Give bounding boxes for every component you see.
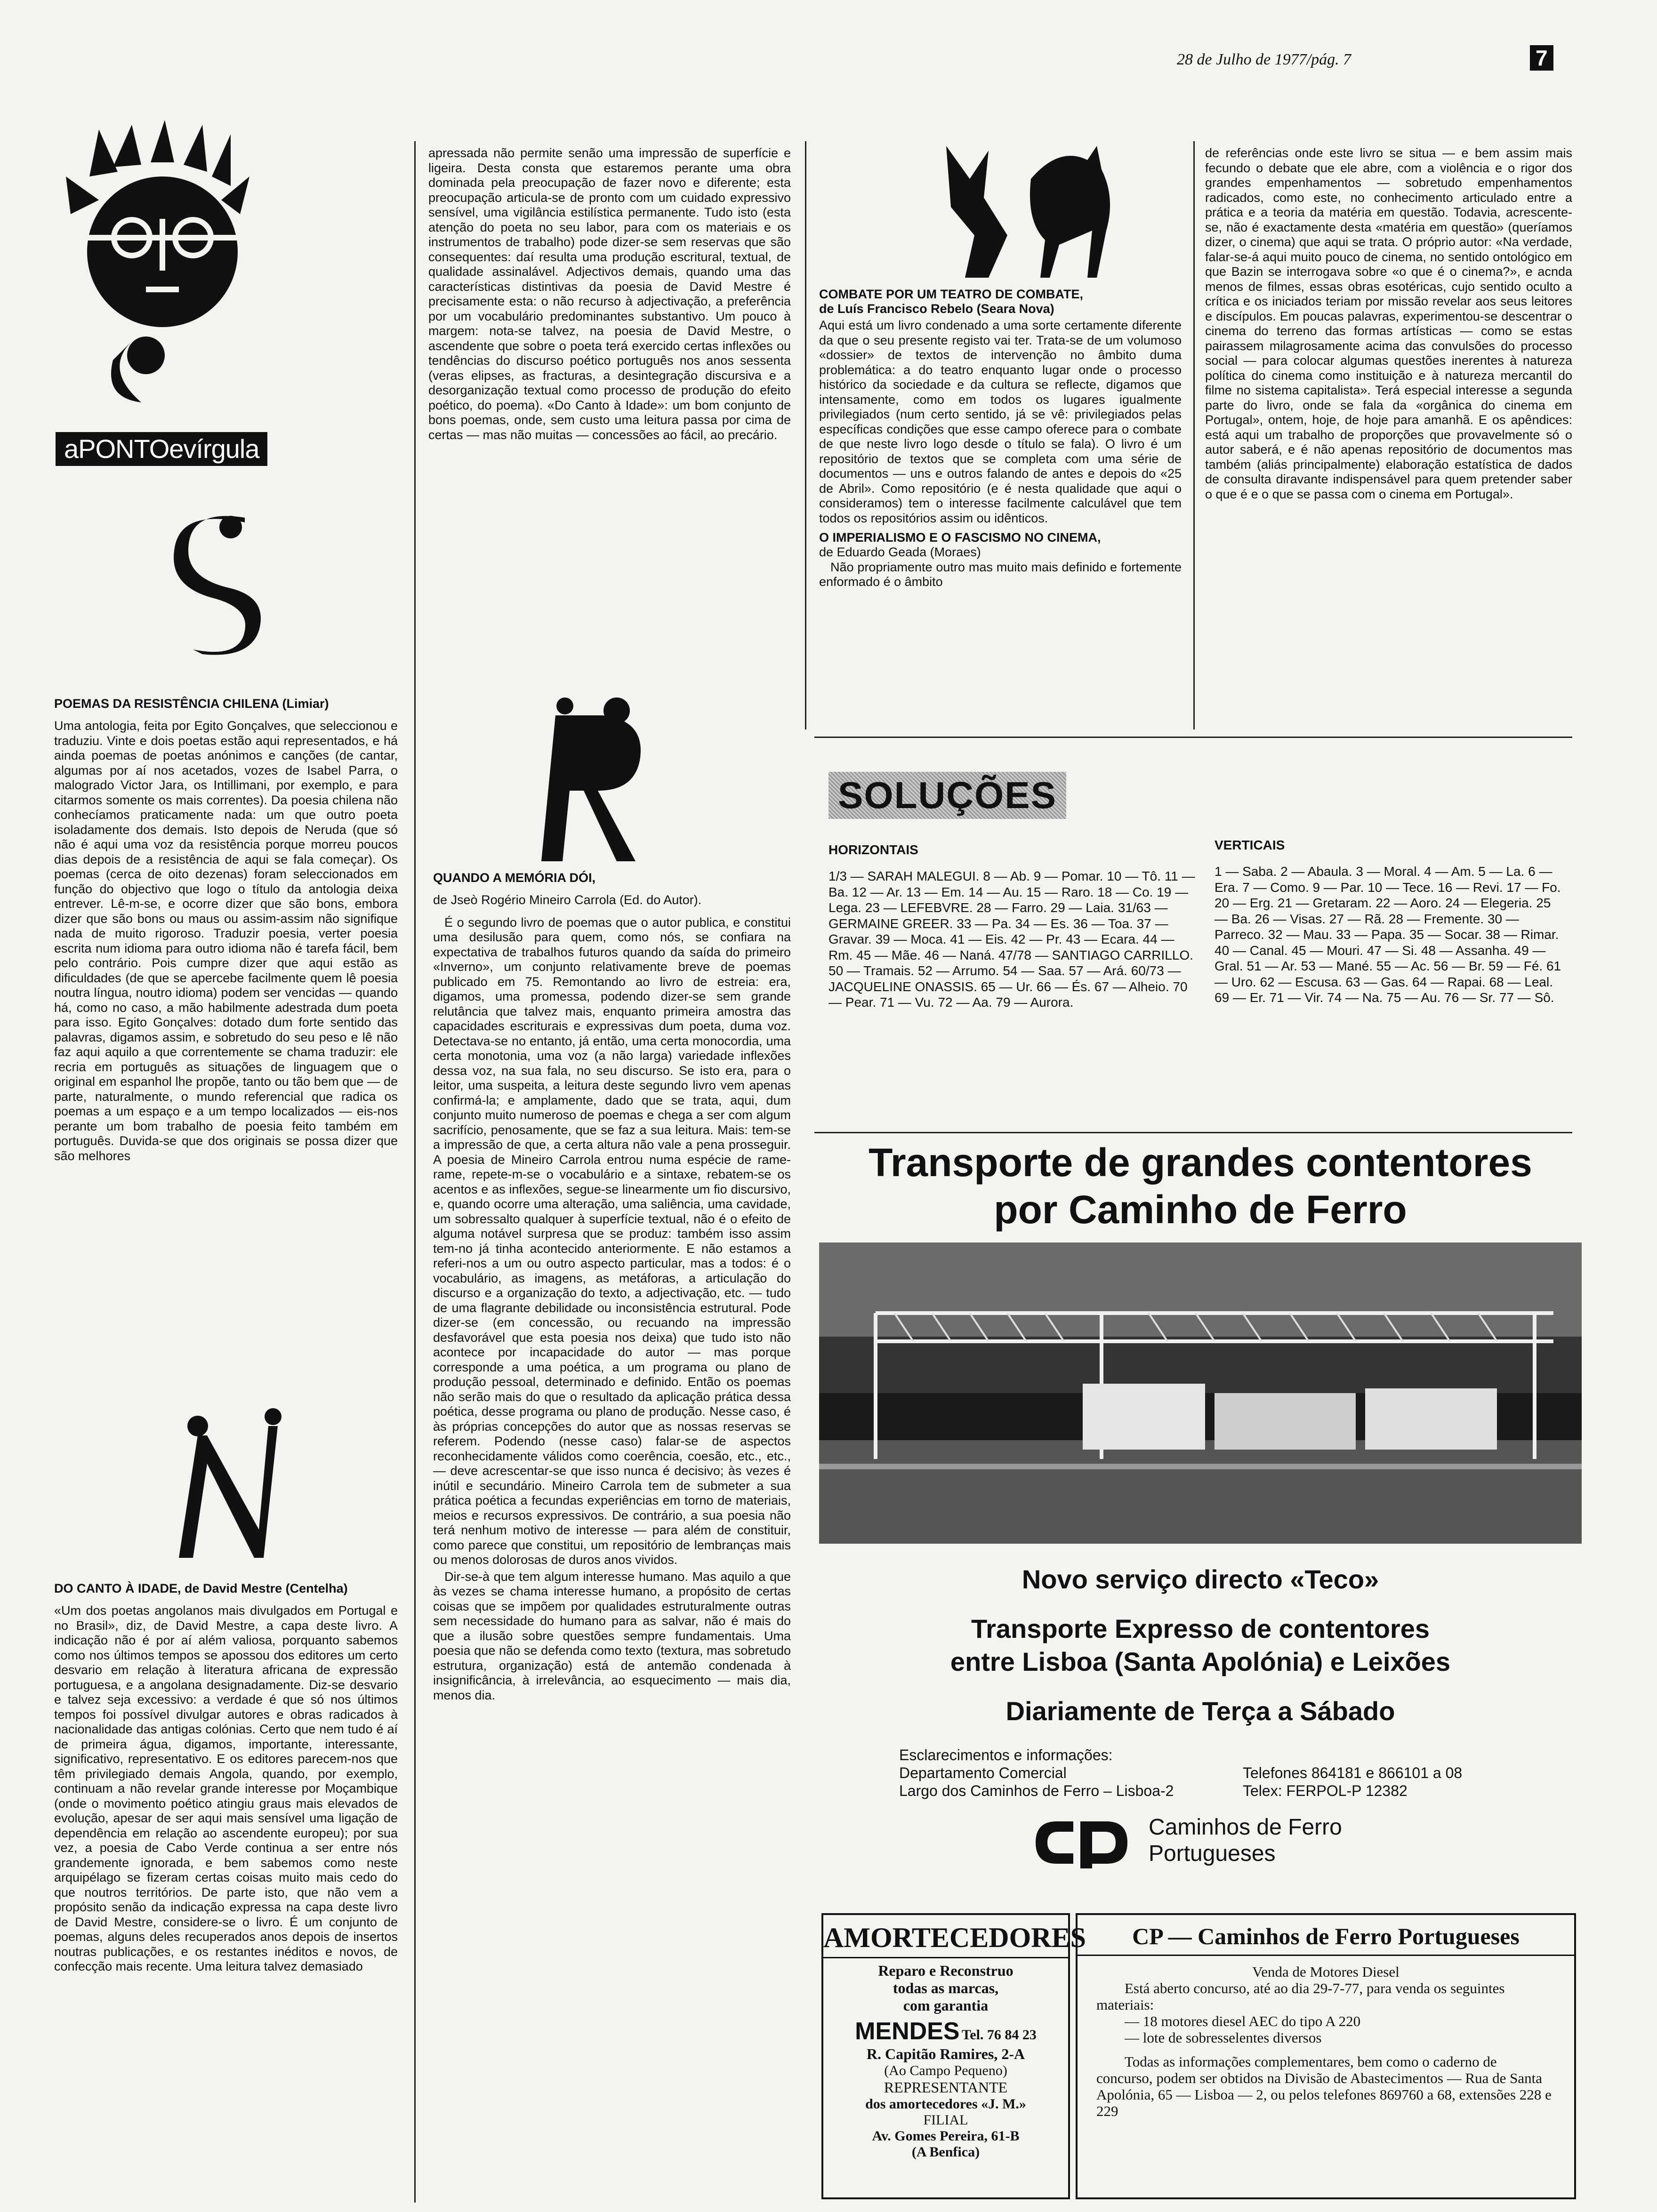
cp-brand-name: [1149, 1814, 1342, 1867]
article-continuation: [1205, 146, 1572, 504]
solucoes-verticais-label: VERTICAIS: [1215, 838, 1285, 852]
article-byline: de Jseò Rogério Mineiro Carrola (Ed. do Autor).: [433, 893, 702, 907]
ad-info-telex: Telex: FERPOL-P 12382: [1243, 1782, 1408, 1799]
ad-amort-title: AMORTECEDORES: [823, 1922, 1068, 1958]
horizontal-rule-ad: [814, 1132, 1572, 1133]
ad-amort-name: MENDES: [855, 2018, 960, 2045]
ad-sub-4: Diariamente de Terça a Sábado: [1005, 1696, 1395, 1726]
horizontal-rule-solucoes: [814, 737, 1572, 738]
ad-amort-addr1: R. Capitão Ramires, 2-A: [866, 2045, 1025, 2062]
cp-brand-line1: Caminhos de Ferro: [1149, 1815, 1342, 1840]
article-paragraph: apressada não permite senão uma impressão de superfície e ligeira. Desta consta que estaremos perante uma obra dominada pela preocupação de fazer novo e diferente; esta preocupação articula-se de pronto com um cuidado expressivo sensível, uma vigilância estilística permanente. Tudo isto (esta atenção do poeta no seu labor, para com os materiais e os instrumentos de trabalho) pode dizer-se sem reservas que são consequentes: daí resulta uma produção escritural, textual, de qualidade assinalável. Adjectivos demais, quando uma das características distintivas da poesia de David Mestre é precisamente esta: o não recurso à adjectivação, a preferência por um vocabulário predominantes substantivo. Um pouco à margem: nota-se talvez, na poesia de David Mestre, o ascendente que sobre o poeta terá exercido certas inflexões ou tendências do discurso poético português nos anos sessenta (veras elipses, as fracturas, a desintegração discursiva e a desorganização textual como processo de produção do efeito poético, do poema). «Do Canto à Idade»: um bom conjunto de bons poemas, onde, sem custo uma leitura passa por cima de certas — mas não muitas — concessões ao fácil, ao precário.: [428, 146, 791, 442]
ad-amort-rep2: dos amortecedores «J. M.»: [865, 2096, 1026, 2112]
article-paragraph: Dir-se-à que tem algum interesse humano. Mas aquilo a que às vezes se chama interesse humano, a propósito de certas coisas que se impõem por qualidades estruturalmente outras sem necessidade do humano para as salvar, não é mais do que a ilusão sobre questões sempre fundamentais. Uma poesia que não se defenda como texto (textura, mas sobretudo estrutura, organização) está de antemão condenada à insignificância, à irrelevância, ao esquecimento — mais dia, menos dia.: [433, 1569, 791, 1702]
article-docanto: [54, 1581, 398, 1976]
article-paragraph: Uma antologia, feita por Egito Gonçalves, que seleccionou e traduziu. Vinte e dois poetas estão aqui representados, e há ainda poemas de poetas anónimos e canções (de cantar, algumas por aí nos acetados, vozes de Isabel Parra, o malogrado Victor Jara, os Intillimani, por exemplo, e para citarmos somente os mais correntes). Da poesia chilena não conhecíamos praticamente nada: um que outro poeta isoladamente dos demais. Isto depois de Neruda (que só não é aqui uma voz da resistência porque morreu poucos dias depois de a resistência de aqui se fala começar). Os poemas (cerca de oito dezenas) foram seleccionados em função do objectivo que logo o título da antologia deixa entrever. Lê-m-se, e ocorre dizer que são bons, embora dizer que são bons ou maus ou assim-assim não signifique nada de muito rigoroso. Traduzir poesia, verter poesia escrita num idioma para outro idioma não é tarefa fácil, bem pelo contrário. Pois cumpre dizer que aqui estão as dificuldades (de que se apercebe facilmente quem lê poesia noutra língua, noutro idioma) podem ser vencidas — quando há, como no caso, a mão habilmente adestrada dum poeta para isso. Egito Gonçalves: dotado dum forte sentido das palavras, digamos assim, e sobretudo do seu peso e lê não faz aqui aquilo a que correntemente se chama traduzir: ele recria em português as situações de linguagem que o original em espanhol lhe propõe, tanto ou tão bem que — de parte, naturalmente, o mundo referencial que radica os poemas a um espaço e a um tempo localizados — eis-nos perante um bom trabalho de poesia feito também em português. Duvida-se que dos originais se possa dizer que são melhores: [54, 719, 398, 1163]
ad-amort-line3: com garantia: [903, 1997, 989, 2014]
ad-title-line2: por Caminho de Ferro: [994, 1187, 1407, 1232]
container-crane-photo: [819, 1242, 1582, 1544]
article-paragraph: «Um dos poetas angolanos mais divulgados em Portugal e no Brasil», diz, de David Mestre, a capa deste livro. A indicação não é por aí além valiosa, porquanto sabemos como nos últimos tempos se apossou dos editores um certo desvario em relação à literatura africana de expressão portuguesa, e a angolana designadamente. Diz-se desvario e talvez seja excessivo: a verdade é que só nos últimos tempos foi possível divulgar autores e obras radicados à nacionalidade das antigas colónias. Certo que nem tudo é aí de primeira água, digamos, importante, interessante, significativo, representativo. E os editores parecem-nos que têm privilegiado demais Angola, quando, por exemplo, continuam a não revelar grande interesse por Moçambique (onde o movimento poético atingiu graus mais elevados de evolução, apesar de ser aqui mais sensível uma ligação de dependência em relação ao ascendente europeu); por sua vez, a poesia de Cabo Verde continua a ser entre nós grandemente ignorada, e bem sabemos como neste arquipélago se fizeram certas coisas muito mais cedo do que noutros territórios. De parte isto, que não vem a propósito senão da indicação expressa na capa deste livro de David Mestre, considere-se o livro. É um conjunto de poemas, alguns deles recuperados anos depois de insertos noutras publicações, e os restantes inéditos e novos, de confecção mais recente. Uma leitura talvez demasiado: [54, 1603, 398, 1973]
ad-info-label: Esclarecimentos e informações:: [899, 1747, 1113, 1763]
ad-amort-line2: todas as marcas,: [893, 1980, 999, 1996]
article-title: COMBATE POR UM TEATRO DE COMBATE,: [819, 287, 1083, 301]
article-poemas: [54, 697, 398, 1165]
initial-letter-n-icon: [165, 1407, 301, 1563]
cp-logo-icon: [1031, 1817, 1134, 1868]
article-paragraph: Aqui está um livro condenado a uma sorte certamente diferente da que o seu presente registo vai ter. Trata-se de um volumoso «dossier» de textos de intervenção no âmbito duma problemática: a do teatro enquanto lugar onde o processo histórico da sociedade e da cultura se reflecte, digamos que intensamente, como em todos os lugares igualmente privilegiados (num certo sentido, já se vê: privilegiados pelas específicas condições que esse campo oferece para o combate de que neste livro logo desde o título se fala). O livro é um repositório de textos que se completa com uma série de documentos — uns e outros falando de antes e depois do «25 de Abril». Como repositório (e é nesta qualidade que aqui o consideramos) tem o interesse facilmente calculável que tem todos os repositórios assim ou idênticos.: [819, 318, 1182, 525]
ad-venda-heading: Venda de Motores Diesel: [1252, 1964, 1400, 1980]
ad-venda-item1: — 18 motores diesel AEC do tipo A 220: [1125, 2013, 1361, 2029]
ad-venda-item2: — lote de sobresselentes diversos: [1125, 2029, 1322, 2046]
article-title: QUANDO A MEMÓRIA DÓI,: [433, 871, 595, 885]
solucoes-horizontais: 1/3 — SARAH MALEGUI. 8 — Ab. 9 — Pomar. 10 — Tô. 11 — Ba. 12 — Ar. 13 — Em. 14 — Au. 15 — Raro. 18 — Co. 19 — Lega. 23 — LEFEBVRE. 28 — Farro. 29 — Laia. 31/63 — GERMAINE GREER. 33 — Pa. 34 — Es. 36 — Toa. 37 — Gravar. 39 — Moca. 41 — Eis. 42 — Pr. 43 — Ecara. 44 — Rm. 45 — Mãe. 46 — Naná. 47/78 — SANTIAGO CARRILLO. 50 — Tramais. 52 — Arrumo. 54 — Saa. 57 — Ará. 60/73 — JACQUELINE ONASSIS. 65 — Ur. 66 — És. 67 — Alheio. 70 — Pear. 71 — Vu. 72 — Aa. 79 — Aurora.: [828, 869, 1195, 1010]
section-logo-label: aPONTOevírgula: [56, 432, 267, 466]
ad-venda-motores: [1076, 1913, 1576, 2199]
section-logo-emblem-icon: [61, 120, 259, 412]
column-rule-1: [414, 141, 416, 2203]
cp-brand-line2: Portugueses: [1149, 1841, 1276, 1866]
ad-venda-body2: Todas as informações complementares, bem como o caderno de concurso, podem ser obtidos na Divisão de Abastecimentos — Rua de Santa Apolónia, 65 — Lisboa — 2, ou pelos telefones 869760 a 68, extensões 228 e 229: [1096, 2053, 1552, 2119]
solucoes-horizontais-label: HORIZONTAIS: [828, 842, 918, 857]
theatre-figures-icon: [937, 141, 1116, 282]
ad-amort-tel: Tel. 76 84 23: [962, 2027, 1037, 2043]
article-continuation: [428, 146, 791, 444]
ad-sub-3: entre Lisboa (Santa Apolónia) e Leixões: [950, 1647, 1451, 1676]
ad-info-phones: Telefones 864181 e 866101 a 08: [1243, 1764, 1463, 1781]
initial-letter-s-icon: [160, 508, 282, 664]
ad-info-contacts: [1243, 1764, 1462, 1800]
page-date: 28 de Julho de 1977/pág. 7: [1177, 51, 1351, 68]
ad-amort-line1: Reparo e Reconstruo: [878, 1962, 1014, 1979]
article-paragraph: Não propriamente outro mas muito mais definido e fortemente enformado é o âmbito: [819, 560, 1182, 589]
ad-venda-body1: Está aberto concurso, até ao dia 29-7-77, para venda os seguintes materiais:: [1096, 1980, 1505, 2013]
ad-amort-addr2: (Ao Campo Pequeno): [884, 2063, 1007, 2078]
article-byline: de Eduardo Geada (Moraes): [819, 545, 981, 559]
ad-venda-title: CP — Caminhos de Ferro Portugueses: [1078, 1923, 1574, 1956]
article-paragraph: É o segundo livro de poemas que o autor publica, e constitui uma desilusão para quem, como nós, se confiara na expectativa de trabalhos futuros quando da saída do primeiro «Inverno», um conjunto relativamente breve de poemas publicado em 75. Remontando ao livro de estreia: era, digamos, uma promessa, podendo dizer-se sem grande relutância que talvez mais, enquanto primeira amostra das capacidades escriturais e expressivas dum poeta, duma voz. Detectava-se no entanto, já então, uma certa monocordia, uma certa monotonia, uma voz (a não larga) variedade inflexões dessa voz, na sua fala, no seu discurso. Se isto era, para o leitor, uma suspeita, a leitura deste segundo livro vem apenas confirmá-la; e amplamente, dado que se trata, aqui, dum conjunto muito numeroso de poemas e chega a ser com algum sacrifício, penosamente, que se faz a sua leitura. Mais: tem-se a impressão de que, a certa altura não vale a pena prosseguir. A poesia de Mineiro Carrola entrou numa espécie de rame-rame, repete-m-se o vocabulário e a sintaxe, rebatem-se os acentos e as inflexões, segue-se linearmente um fio discursivo, e, quando ocorre uma alteração, uma saliência, uma cavidade, um sobressalto qualquer à superfície textual, não é o efeito de alguma notável surpresa que se produz: também isso assim tem-no já tinha acontecido anteriormente. E não estamos a referi-nos a um ou outro aspecto particular, mas a todos: é o vocabulário, as imagens, as metáforas, a articulação do discurso e a organização do texto, a adjectivação, etc. — tudo de uma flagrante debilidade ou inconsistência estrutural. Pode dizer-se (em concessão, ou recuando na impressão desfavorável que esta poesia nos deixa) que tudo isto não acontece por incapacidade do autor — mas porque corresponde a uma poética, a um programa ou plano de produção pessoal, determinado e definido. Então os poemas não serão mais do que o resultado da aplicação prática dessa poética, desse programa ou plano de produção. Nesse caso, é às próprias concepções do autor que as nossas reservas se referem. Podendo (nesse caso) falar-se de aspectos reconhecidamente válidos como coerência, coesão, etc., etc., — deve acrescentar-se que isso nunca é decisivo; às vezes é inútil e secundário. Mineiro Carrola tem de submeter a sua prática poética a fecundas experiências em torno de materiais, meios e recursos expressivos. De contrário, a sua poesia não terá nenhum motivo de interesse — para além de constituir, como parece que constitui, um repositório de lembranças mais ou menos dolorosas de duros anos vividos.: [433, 915, 791, 1567]
column-rule-2: [805, 141, 806, 729]
ad-amort-filial: FILIAL: [923, 2112, 968, 2128]
article-title: O IMPERIALISMO E O FASCISMO NO CINEMA,: [819, 530, 1101, 545]
ad-info-addr: Largo dos Caminhos de Ferro – Lisboa-2: [899, 1782, 1174, 1799]
article-title: POEMAS DA RESISTÊNCIA CHILENA (Limiar): [54, 697, 329, 711]
ad-info-block: [899, 1746, 1174, 1800]
page-number-mark: 7: [1530, 45, 1553, 71]
ad-sub-2: Transporte Expresso de contentores: [971, 1614, 1430, 1643]
initial-letter-r-icon: [523, 697, 664, 866]
article-paragraph: de referências onde este livro se situa — e bem assim mais fecundo o debate que ele abre, com a violência e o rigor dos grandes empenhamentos — sobretudo empenhamentos radicados, como este, no conhecimento articulado entre a prática e a teoria da matéria em questão. Todavia, acrescente-se, não é exactamente desta «matéria em questão» (queríamos dizer, o cinema) que aqui se trata. O próprio autor: «Na verdade, falar-se-á aqui muito pouco de cinema, no sentido ontológico em que Bazin se interrogava sobre «o que é o cinema?», e acnda menos de filmes, essas obras esotéricas, cujo sentido oculto a crítica e os iniciados teriam por missão revelar aos seus leitores e discípulos. Em poucas palavras, experimentou-se descentrar o cinema do terreno das formas artísticas — como se estas pairassem milagrosamente acima das convulsões do processo social — para colocar algumas questões inerentes à natureza política do cinema como instituição e à natureza mercantil do filme no sistema capitalista». Terá especial interesse a segunda parte do livro, onde se fala da «orgânica do cinema em Portugal», ontem, hoje, de hoje para amanhã. E os apêndices: está aqui um trabalho de proporções que provavelmente só o autor saberá, e é não apenas repositório de documentos mas também (aliás principalmente) elaboração estatística de dados de consulta diravante indispensável para quem pretender saber o que é e o que se passa com o cinema em Portugal».: [1205, 146, 1572, 501]
solucoes-title: SOLUÇÕES: [828, 772, 1066, 819]
ad-venda-body: [1078, 1956, 1574, 2119]
ad-amort-rep1: REPRESENTANTE: [884, 2079, 1008, 2096]
ad-sub-1: Novo serviço directo «Teco»: [1022, 1564, 1379, 1594]
article-combate: [819, 287, 1182, 592]
solucoes-verticais: 1 — Saba. 2 — Abaula. 3 — Moral. 4 — Am. 5 — La. 6 — Era. 7 — Como. 9 — Par. 10 — Tece. 16 — Revi. 17 — Fo. 20 — Erg. 21 — Gretaram. 22 — Aoro. 24 — Elegeria. 25 — Ba. 26 — Visas. 27 — Rã. 28 — Fremente. 30 — Parreco. 32 — Mau. 33 — Papa. 35 — Socar. 38 — Rimar. 40 — Canal. 45 — Mouri. 47 — Si. 48 — Assanha. 49 — Gral. 51 — Ar. 53 — Mané. 55 — Ac. 56 — Br. 59 — Fé. 61 — Uro. 62 — Escusa. 63 — Gas. 64 — Rapai. 68 — Leal. 69 — Er. 71 — Vir. 74 — Na. 75 — Au. 76 — Sr. 77 — Sô.: [1215, 864, 1561, 1005]
column-rule-3: [1193, 141, 1195, 729]
ad-amort-addr3: Av. Gomes Pereira, 61-B: [872, 2128, 1020, 2144]
article-quando: [433, 871, 791, 1705]
article-title: DO CANTO À IDADE, de David Mestre (Centelha): [54, 1581, 348, 1595]
ad-title-line1: Transporte de grandes contentores: [869, 1140, 1532, 1185]
ad-info-dept: Departamento Comercial: [899, 1764, 1067, 1781]
article-byline: de Luís Francisco Rebelo (Seara Nova): [819, 302, 1054, 316]
ad-amort-addr4: (A Benfica): [911, 2144, 980, 2160]
ad-amortecedores: [821, 1913, 1086, 2199]
